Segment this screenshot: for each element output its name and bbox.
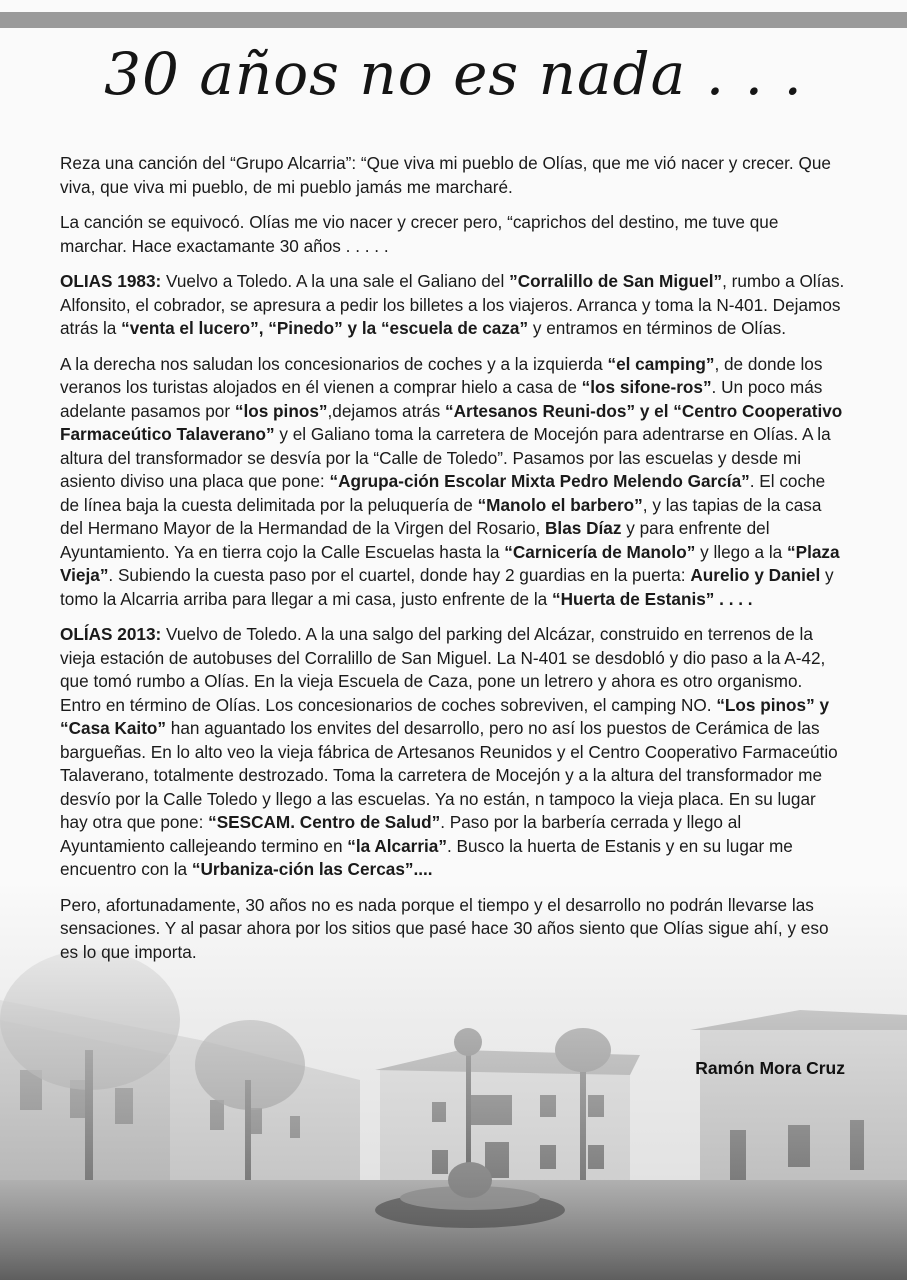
- bold-text-run: OLÍAS 2013:: [60, 624, 162, 644]
- text-run: y entramos en términos de Olías.: [528, 318, 786, 338]
- bold-text-run: “la Alcarria”: [347, 835, 447, 856]
- text-run: Pero, afortunadamente, 30 años no es nada porque el tiempo y el desarrollo no podrán llevarse las sensaciones. Y al pasar ahora por los sitios que pasé hace 30 años siento que Olías sigue ahí, y eso es lo que importa.: [60, 894, 829, 962]
- text-run: , y las tapias de la casa del Hermano Mayor de la Hermandad de la Virgen del Rosario,: [60, 494, 822, 538]
- text-run: . Subiendo la cuesta paso por el cuartel, donde hay 2 guardias en la puerta:: [108, 565, 691, 585]
- bold-text-run: ”Corralillo de San Miguel”: [509, 271, 723, 291]
- text-run: A la derecha nos saludan los concesionarios de coches y a la izquierda: [60, 353, 608, 374]
- paragraph-olias-1983: [60, 270, 846, 341]
- text-run: y llego a la: [695, 541, 788, 562]
- article-body: [60, 152, 846, 976]
- text-run: , de donde los veranos los turistas alojados en él vienen a comprar hielo a casa de: [60, 353, 823, 397]
- text-run: Vuelvo a Toledo. A la una sale el Galiano del: [161, 271, 510, 291]
- bold-text-run: OLIAS 1983:: [60, 271, 162, 291]
- author-signature: Ramón Mora Cruz: [695, 1058, 845, 1078]
- bold-text-run: “Plaza Vieja”: [60, 541, 840, 585]
- bold-text-run: “venta el lucero”, “Pinedo” y la “escuela de caza”: [121, 318, 529, 338]
- paragraph-journey-1983: [60, 353, 846, 612]
- text-run: han aguantado los envites del desarrollo, pero no así los puestos de Cerámica de las bargueñas. En lo alto veo la vieja fábrica de Artesanos Reunidos y el Centro Cooperativo Farmaceútio Talaverano, totalmente destrozado. Toma la carretera de Mocejón y a la altura del transformador me desvío por la Calle Toledo y llego a las escuelas. Ya no están, n tampoco la vieja placa. En su lugar hay otra que pone:: [60, 718, 838, 832]
- bold-text-run: “SESCAM. Centro de Salud”: [208, 812, 441, 832]
- text-run: , rumbo a Olías. Alfonsito, el cobrador, se apresura a pedir los billetes a los viajeros. Arranca y toma la N-401. Dejamos atrás la: [60, 271, 845, 338]
- bold-text-run: “Carnicería de Manolo”: [504, 541, 696, 562]
- paragraph-conclusion: [60, 894, 846, 965]
- bold-text-run: “Huerta de Estanis” . . . .: [552, 588, 753, 609]
- text-run: y para enfrente del Ayuntamiento. Ya en tierra cojo la Calle Escuelas hasta la: [60, 518, 770, 562]
- top-decorative-bar: [0, 12, 907, 28]
- paragraph-intro: [60, 152, 846, 199]
- text-run: La canción se equivocó. Olías me vio nacer y crecer pero, “caprichos del destino, me tuve que marchar. Hace exactamante 30 años . . . . .: [60, 212, 779, 256]
- bold-text-run: Aurelio y Daniel: [690, 565, 821, 585]
- text-run: Reza una canción del “Grupo Alcarria”: “Que viva mi pueblo de Olías, que me vió nacer y crecer. Que viva, que viva mi pueblo, de mi pueblo jamás me marcharé.: [60, 153, 831, 197]
- bold-text-run: “Urbaniza-ción las Cercas”....: [191, 859, 433, 879]
- paragraph-olias-2013: [60, 623, 846, 882]
- text-run: . Busco la huerta de Estanis y en su lugar me encuentro con la: [60, 835, 793, 879]
- text-run: . El coche de línea baja la cuesta delimitada por la peluquería de: [60, 471, 826, 515]
- bold-text-run: “Manolo el barbero”: [477, 494, 643, 515]
- text-run: y el Galiano toma la carretera de Mocejón para adentrarse en Olías. A la altura del transformador se desvía por la “Calle de Toledo”. Pasamos por las escuelas y desde mi asiento diviso una placa que pone:: [60, 424, 831, 491]
- bold-text-run: “Agrupa-ción Escolar Mixta Pedro Melendo García”: [329, 471, 750, 491]
- text-run: . Un poco más adelante pasamos por: [60, 377, 823, 421]
- bold-text-run: “el camping”: [607, 353, 715, 374]
- text-run: ,dejamos atrás: [327, 400, 446, 421]
- bold-text-run: “los sifone-ros”: [581, 377, 712, 397]
- bold-text-run: “Artesanos Reuni-dos” y el “Centro Cooperativo Farmaceútico Talaverano”: [60, 400, 843, 444]
- bold-text-run: Blas Díaz: [545, 518, 622, 538]
- text-run: Vuelvo de Toledo. A la una salgo del parking del Alcázar, construido en terrenos de la vieja estación de autobuses del Corralillo de San Miguel. La N-401 se desdobló y dio paso a la A-42, que tomó rumbo a Olías. En la vieja Escuela de Caza, pone un letrero y ahora es otro organismo. Entro en término de Olías. Los concesionarios de coches sobreviven, el camping NO.: [60, 624, 826, 715]
- bold-text-run: “los pinos”: [234, 400, 328, 421]
- text-run: y tomo la Alcarria arriba para llegar a mi casa, justo enfrente de la: [60, 565, 834, 609]
- text-run: . Paso por la barbería cerrada y llego al Ayuntamiento callejeando termino en: [60, 812, 742, 856]
- paragraph-song: [60, 211, 846, 258]
- page-title: 30 años no es nada . . .: [104, 40, 803, 108]
- bold-text-run: “Los pinos” y “Casa Kaito”: [60, 694, 830, 738]
